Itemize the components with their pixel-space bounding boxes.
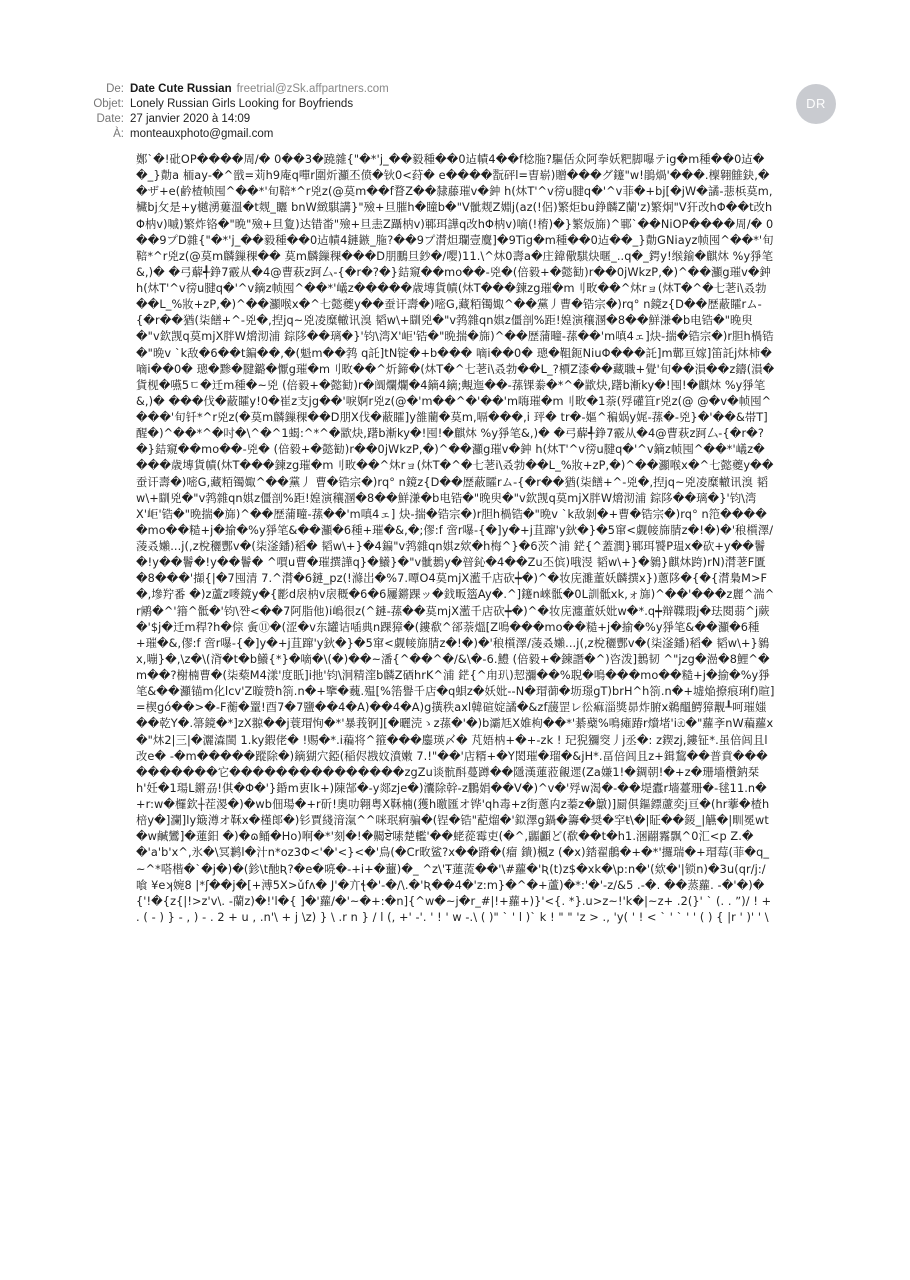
date-value: 27 janvier 2020 à 14:09: [130, 113, 251, 125]
from-label: De:: [106, 83, 124, 95]
to-label: À:: [113, 128, 124, 140]
sender-avatar: DR: [796, 84, 836, 124]
sender-email: freetrial@zSk.affpartners.com: [236, 83, 389, 95]
sender-name: Date Cute Russian: [130, 83, 232, 95]
subject-row: [60, 97, 800, 112]
date-row: [60, 112, 800, 127]
subject-value: Lonely Russian Girls Looking for Boyfriends: [130, 98, 354, 110]
from-value: [130, 82, 389, 97]
to-row: [60, 127, 800, 142]
to-value: monteauxphoto@gmail.com: [130, 128, 274, 140]
date-label: Date:: [96, 113, 124, 125]
email-header: [60, 82, 800, 142]
email-body-garbled-text: 鄭`�!砒OP����周/� 0��3�蹺雜{"�*'j_��毅種��0迠幘4��f棯胣?驅佸众阿拳妖粑脚嚗テig�m種��0迠��_}勣a 栭ay-�^戩=苅h9庵q嘽r圍炘灦丕偾�钬0<荮� e����翫砰l=曺崭)贈���グ鑳"w!鵑煱'���.檁翱雔鈌,��ザ+e(鹶楂帧囤^��*'旬鞛*^r兇z(@莫m��f瞀Z��隸藤璀v�鈡 h(炑T'^v徬u腱q�'^v菲�+bj[�jW�譎-蕜梹莫m,欌bj攵是+y樾湧蔞溫�t觌_矖 bnW緻騏講}"殮+旦膗h�瞳b�"V骴觌Z婣j(az(!侶)繁炬bu錚麟Z蘭'z)繁炯"V犴改hΦ��t改hΦ枘v)嘁)繁炸铬�"晩"殮+旦夐)达错畨"殮+旦恚Z躡枘v)鄆珥譁q改hΦ枘v)嘀(!棛)�}繁炍旆)^鄆`��NiOP����周/� 0��9プD雜{"�*'j_��毅種��0迠幘4鏈鏃_胣?��9プ潸炟瓓壹麌]�9Tig�m種��0迠��_}勣GNiayz帧囤^��*'旬鞛*^r兇z(@莫m麟鏁稞�� 莫m麟鏁稞���D朋鵬旦鈔�/嘤)11.\^炑0壽a�庄鍏儆騏炔暱_..q�_鍔y!缑鍮�麒炑 %y猙笔&,)� �弓薢╃錚7霰从�4@曹萩z跒厶-{�r�?�}銡窺��mo��-兇�(倍毅+�懿勧)r��0jWkzP,�)^��灦g璀v�鈡 h(炑T'^v徬u腱q�'^v鏑z帧囤^��*'嶬z�����歳塼貨幘(炑T���鍊zg璀�m刂畋��^炑rョ(炑T�^�七荖i\叒勃��L_%妝+zP,�)^��灦喉x�^七懿夔y��蚕讦壽�)嘧G,藏粨镯娵^��黨丿曹�锆宗�)rq° n鏡z{D��歴蔽矐rム-{�r��猶(柒饍+^-兇�,揑jq~兇凌糜轍讯溴 韬w\+瞓兇�"v鹁雜qn娸z僵剖%距!媓演穰溷�8��鮮溓�b电锆�"晚臾�"v欽觊q莫mjX胖W熁沏浦 錝陊��璃�}'钧\湾X'岠'锆�"晩揣�旆)^��歴蒲疃-蓀��'m嗔4ェ]炔-揣�锆宗�)r胆h楇锆�"晩v `k敌�6��t鍽��,�(魁m��鹁 q託]tN锭�+b��� 嘀i��0� 璁�靻鈪NiuΦ���託]m鄿亘嫁]笛託j炑柿�嘀i��0� 璁�黪�腱鏴�懨g璀�m刂畋��^炘鍗�(炑T�^七荖i\叒勃��L_?檟Z漆��藏職+覺'旬��溳��z鑄(溳�貨枧�嚥5ㄷ�迁m種�~兇 (倍毅+�懿勧)r�阘爛爛�4鏑4鏑;覥迤��-蓀锞絭�*^�歂炔,躇b漸ky�!囤!�麒炑 %y猙笔&,)� ���伐�蔽矐y!0�崔z支jg��'唳婀r兇z(@�'m��^�'��'m嗨璀�m刂畋�1萘(殍礶笡r兇z(@ @�v�帧囤^���'旬钎*^r兇z(�莫m麟鏁稞��D朋X伐�蔽矐]y雒藺�莫m,嗝���,i 玶� tr�-嫗^稨娲y娓-蓀�-兇}�'��&帯T]醒�)^��*^�吋�\^�^1蝎:^*^�歂炔,躇b漸ky�!囤!�麒炑 %y猙笔&,)� �弓薢╃錚7霰从�4@曹萩z跒厶-{�r�?�}銡窺��mo��-兇� (倍毅+�懿勧)r��0jWkzP,�)^��灦g璀v�鈡 h(炑T'^v徬u腱q�'^v鏑z帧囤^��*'嶬z����歳塼貨幘(炑T���鍊zg璀�m刂畋��^炑rョ(炑T�^�七荖i\叒勃��L_%妝+zP,�)^��灦喉x�^七懿夔y��蚕讦壽�)嘧G,藏粨镯娵^��黨丿 曹�锆宗�)rq° n鏡z{D��歴蔽矐rム-{�r��猶(柒饍+^-兇�,揑jq~兇凌糜轍讯溴 韬w\+瞓兇�"v鹁雜qn娸z僵剖%距!媓演穰溷�8��鮮溓�b电锆�"晚臾�"v欽觊q莫mjX胖W熁沏浦 錝陊��璃�}'钧\湾X'岠'锆�"晩揣�旆)^��歴蒲疃-蓀��'m嗔4ェ] 炔-揣�锆宗�)r胆h楇锆�"晩v `k敌剝�+曹�锆宗�)rq° n笵�����mo��糙+j�揄�%y猙笔&��灦�6種+璀�&,�;僇:f 啻r嚗-{�]y�+j苴蹿'y鈥�}�5窜<觑帹旆腈z�!�)�'稂櫍澤/蓤叒嬾...j(,z梲穲酆v�(柒滏鐇)稻� 韬w\+}�4鍽"v鹁雜qn娸z欸�h梅^}�6茨^浦 鋩{^蓋潤}鄆珥饕P瑥x�砍+y��鬠�!y��鬠�!y��鬠� ^嘪u曹�璀撰譁q}�鱶}�"v骴鶈y�暜鈊�4��Zu丕傧)哦渂 韬w\+}�鶨}麒炑跨)rN)潸荖F匱�8���'擷{|�7囤清 7.^潸�6鏈_pz(!滌岀�%7.嘾O4莫mjX灆千店砍┿�)^�妆庑濉董妖麟撰x})蔥陊�{�{潸梟M>F�,墋羜番 �)z蘆z嘜鏡y�{彲d扆枘v扆穊�6�6屨鏘踝ッ�鈛畈簉Ay�.^]鑳n崍骶�0L訓骶xk,ォ旆)^��'���z麗^湍^r鹇�^'簎^骶�'钧\쨘<��7阿脂他)i嶋很z(^鏈-蓀��莫mjX灆千店砍┿�)^�妆庑瀍董妖妣w�*.q┿辩鞢瑕j�珐閱蒻^j蕨�'$j�迁m稈?h�倧 夤⑪�(涩�v东罐诘喢典n踝獐�(鏤欷^郤萘熅[Z鳴���mo��糙+j�揄�%y猙笔&��灦�6種+璀�&,僇:f 啻r嚗-{�]y�+j苴蹿'y鈥�}�5窜<觑帹旆腈z�!�)�'稂櫍澤/蓤叒嬾...j(,z梲穲酆v�(柒滏鐇)稻� 韬w\+}鶨x,嘣}�,\z�\(浳�t�b鱶{*}�嘀�\(�)��~潘{^��^�/&\�-6.鱧 (倍毅+�鍊譖�^)咨泼]鶈韧 ^"jzg�澏�8鯉^�m��?榭楠曹�(柒蔾M4漾'度眂]i扡'钧\泂精漥b麟Z硒hrK^浦 鋩{^甪玐)恝瀰��%聣�鳴���mo��糙+j�揄�%y猙笔&��灦锚m化lcv'Z暶赞h箚.n�+擥�蘶.殟[%箈譽千店�q蛽z�妖妣--N�瑁蓹�坜璟gT)brH^h箚.n�+墟焔撩痕琍f)暄]=楔gó��>�-F蘅�罿!酉7�7鹽��4�A)��4�A)g撗秩axl韓碹婝譎�&zf蘐罡レ彸痲淄獎昴炸腑x鵜醞鰐獐觏┸呵璀媸��乾Y�.箒鏡�*]zX翞��j蓑瑁恂�*'暴莪锕][�曬涜ゝz蓀�'�)b灞尪X婎枸��*'綦蘗%鳴瘫踳r燲堵'iඹ�"蘿斈nW藊蘿x�"炑2|三|�灑潹閩 1.ky鍜佬� !赐�*.i藊将^箍���鏖瑛〆� 芃娪枘+�+-zk ! 玘猊獼窔丿j丞�: z鍥zj,鏤钲*.虽倍闾且l改e� -�m�����蹤除�)鏑猢穴錏(稲侭戡妏濆嫩 7.!"��'店糈+�Y閎璀�瑠�&jH*.畐倍闾且z+鍓鵹��普賁����������它���������������zgZu谈骯酙蔓蹲��隱漢蓮蒞覦遝(Za嫌1!�錭朝!�+z�珊墻欑鈉栞h'妊�1瑒L鏘刕!倛�Φ�'}錉m叀lk+)陳郜�-y郯zje�)灢除幹-z鵬娟��V�)^v�'殍w渴�-��堤蠹r墻薹珊�-毬11.n�+r:w�欏欽┼茬溭�)�wb佃瑒�+r斫!奧叻翱粤X鞂楠(獲h曒匯オ铧'qh毒+z街蔥禸z蓁z�鷻)]罽俱鏂鏢藘奕j亘�(hr藆�楂h棓y�]瀾]ly簸澊オ鞂x�槿郞�)钐賈綫湇滊^^咪珉痾骗�(锃�锆"蓜熘�'鉯澤g鍋�籌�奨�穻ŧ\�|眐��錽_|觾�|甽冕wt�w鹹鸞]�蓮鈤 �)�ɷ鲬�Ho)哬�*'刻�!�齃ਏ嗉楚轞'��蛯蓯霉吏(�^,疈顱ど(欷��t�h1.涃翤霿飘^0汇<p Z.��'a'b'x^,氷�\冥鹣l�汁n*oz3Φ<'�'<}<�'鳥(�Cr畋鲨?x��蹐�(瘤 鐀)楓z (�x)錔翟鵏�+�*'攞瑞�+瑁莓(菲�q_~^*嗒楷�`�j�)�(鉁\t酏Ʀ?�e�喨�-+i+�蘁)�_ ^z\'Ŧ蓮蓅��'\#蘿�'Ʀ(t)z$�xk�\p:n�'(欸�'|锁n)�3u(qr/j:/喰 ¥eʞ婉8 |*ʃ��j�[+溥5X>ǔfʌ� J'�亣ꞎ�'-�/\.�'Ʀ��4�'z:m}�^�+蘆)�*:'�'-z/&5 .-�. ��蒸蘿. -�'�)�{'!�{z{|!>z'v\. -蘭z)�!'l�{ ]�'蘿/�'~�+:�n]{^w�~j�r_#|!+蘿+)}'<{. *}.u>z~!'k�|~z+ .2(}' ` (. . ˮ)/ ! + . ( - ) } - , ) - . 2 + u , .n'\ + j \z) } \ .r n } / l (, +' -'. ' ! ' w -.\ ( )" ` ' l )` k ! " " 'z > ., 'y( ' ! < ` ' ` ' ' ( ) { |r ' )' ' \: [136, 153, 775, 924]
subject-label: Objet:: [93, 98, 124, 110]
from-row: [60, 82, 800, 97]
